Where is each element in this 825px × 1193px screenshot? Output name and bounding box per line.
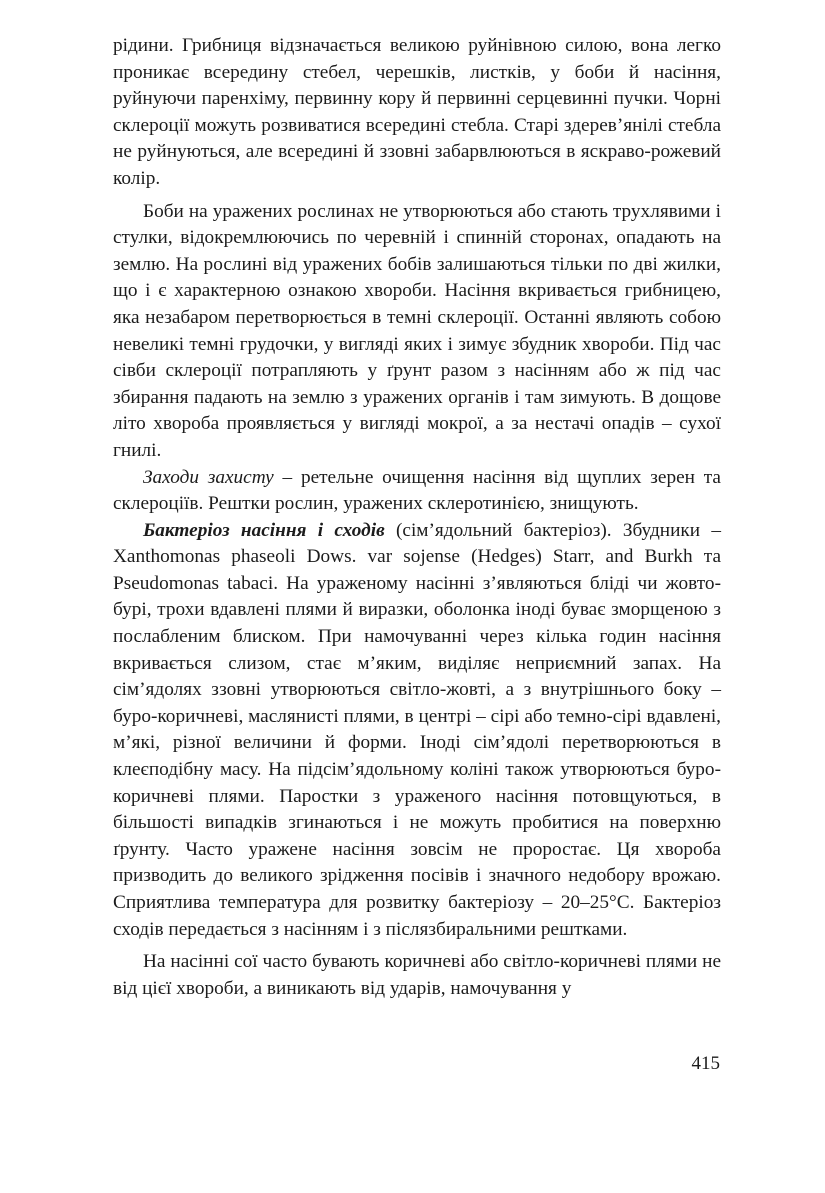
bacteriosis-text: (сім’ядольний бактеріоз). Збудники – Xanthomonas phaseoli Dows. var sojense (Hedges) Starr, and Burkh та Pseudomonas tabaci. На ураженому насінні з’являються бліді чи жовто-бурі, трохи вдавлені плями й виразки, оболонка іноді буває зморщеною з послабленим блиском. При намочуванні через кілька годин насіння вкривається слизом, стає м’яким, виділяє неприємний запах. На сім’ядолях ззовні утворюються світло-жовті, а з внутрішнього боку – буро-коричневі, маслянисті плями, в центрі – сірі або темно-сірі вдавлені, м’які, різної величини й форми. Іноді сім’ядолі перетворюються в клеєподібну масу. На підсім’ядольному коліні також утворюються буро-коричневі плями. Паростки з ураженого насіння потовщуються, в більшості випадків згинаються і не можуть пробитися на поверхню ґрунту. Часто уражене насіння зовсім не проростає. Ця хвороба призводить до великого зрідження посівів і значного недобору врожаю. Сприятлива температура для розвитку бактеріозу – 20–25°С. Бактеріоз сходів передається з насінням і з післязбиральними рештками. xyxy=(113,519,722,940)
paragraph-bacteriosis xyxy=(113,518,721,944)
page-body xyxy=(113,33,721,1002)
bacteriosis-heading: Бактеріоз насіння і сходів xyxy=(143,519,385,541)
protection-text: – ретельне очищення насіння від щуплих зерен та склероціїв. Рештки рослин, уражених склеротинією, знищують. xyxy=(113,466,721,515)
protection-lead: Заходи захисту xyxy=(143,466,274,488)
paragraph-seed-spots: На насінні сої часто бувають коричневі або світло-коричневі плями не від цієї хвороби, а виникають від ударів, намочування у xyxy=(113,951,721,999)
paragraph-continuation: рідини. Грибниця відзначається великою руйнівною силою, вона легко проникає всередину стебел, черешків, листків, у боби й насіння, руйнуючи паренхіму, первинну кору й первинні серцевинні пучки. Чорні склероції можуть розвиватися всередині стебла. Старі здерев’янілі стебла не руйнуються, але всередині й ззовні забарвлюються в яскраво-рожевий колір. xyxy=(113,35,721,189)
paragraph-protection xyxy=(113,465,721,518)
page-number: 415 xyxy=(691,1053,720,1074)
paragraph-pods: Боби на уражених рослинах не утворюються або стають трухлявими і стулки, відокремлюючись по черевній і спинній сторонах, опадають на землю. На рослині від уражених бобів залишаються тільки по дві жилки, що і є характерною ознакою хвороби. Насіння вкривається грибницею, яка незабаром перетворюється в темні склероції. Останні являють собою невеликі темні грудочки, у вигляді яких і зимує збудник хвороби. Під час сівби склероції потрапляють у ґрунт разом з насінням або ж під час збирання падають на землю з уражених органів і там зимують. В дощове літо хвороба проявляється у вигляді мокрої, а за нестачі опадів – сухої гнилі. xyxy=(113,200,721,461)
